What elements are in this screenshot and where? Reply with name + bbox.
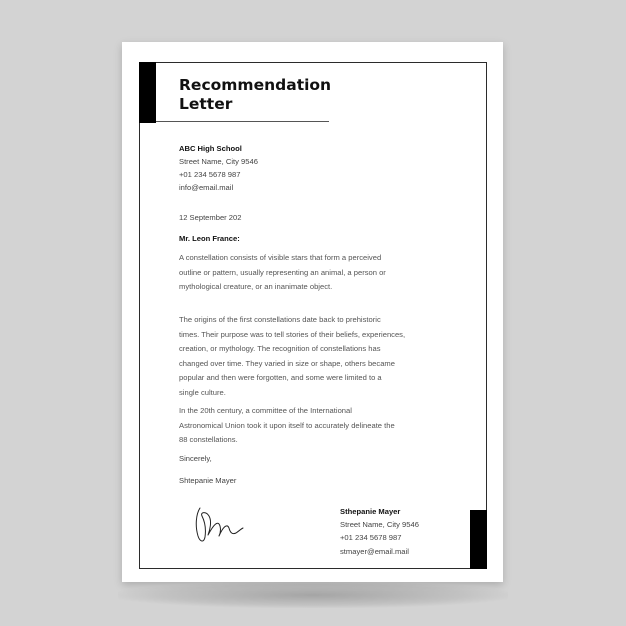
sender-address: Street Name, City 9546 — [179, 157, 258, 166]
body-paragraph-3: In the 20th century, a committee of the International Astronomical Union took it upon itself to accurately delineate the 88 constellations. — [179, 406, 395, 444]
signer-name: Shtepanie Mayer — [179, 476, 237, 485]
signature-icon — [192, 502, 247, 546]
closing: Sincerely, — [179, 454, 212, 463]
title-line-1: Recommendation — [179, 76, 332, 94]
accent-bar-bottom — [470, 510, 487, 569]
signature-name: Sthepanie Mayer — [340, 507, 401, 516]
signature-address: Street Name, City 9546 — [340, 520, 419, 530]
signature-phone: +01 234 5678 987 — [340, 533, 402, 543]
signature-email: stmayer@email.mail — [340, 546, 409, 556]
salutation: Mr. Leon France: — [179, 234, 240, 243]
title-divider — [156, 121, 329, 122]
body-paragraph-2: The origins of the first constellations date back to prehistoric times. Their purpose was to tell stories of their beliefs, experiences, creation, or mythology. The recognition of constellations has changed over time. They varied in size or shape, others became popular and then were forgotten, and some were limited to a single culture. — [179, 315, 406, 397]
letter-page — [122, 42, 503, 582]
page-shadow — [118, 582, 508, 608]
body-paragraph-1: A constellation consists of visible stars that form a perceived outline or pattern, usually representing an animal, a person or mythological creature, or an inanimate object. — [179, 253, 386, 291]
sender-phone: +01 234 5678 987 — [179, 170, 241, 179]
sender-name: ABC High School — [179, 144, 242, 153]
signature-block — [340, 505, 419, 558]
title-line-2: Letter — [179, 95, 233, 113]
page-title — [179, 76, 369, 114]
sender-block — [179, 142, 454, 194]
accent-bar-top — [139, 62, 156, 123]
letter-date: 12 September 202 — [179, 213, 242, 222]
sender-email: info@email.mail — [179, 183, 234, 192]
